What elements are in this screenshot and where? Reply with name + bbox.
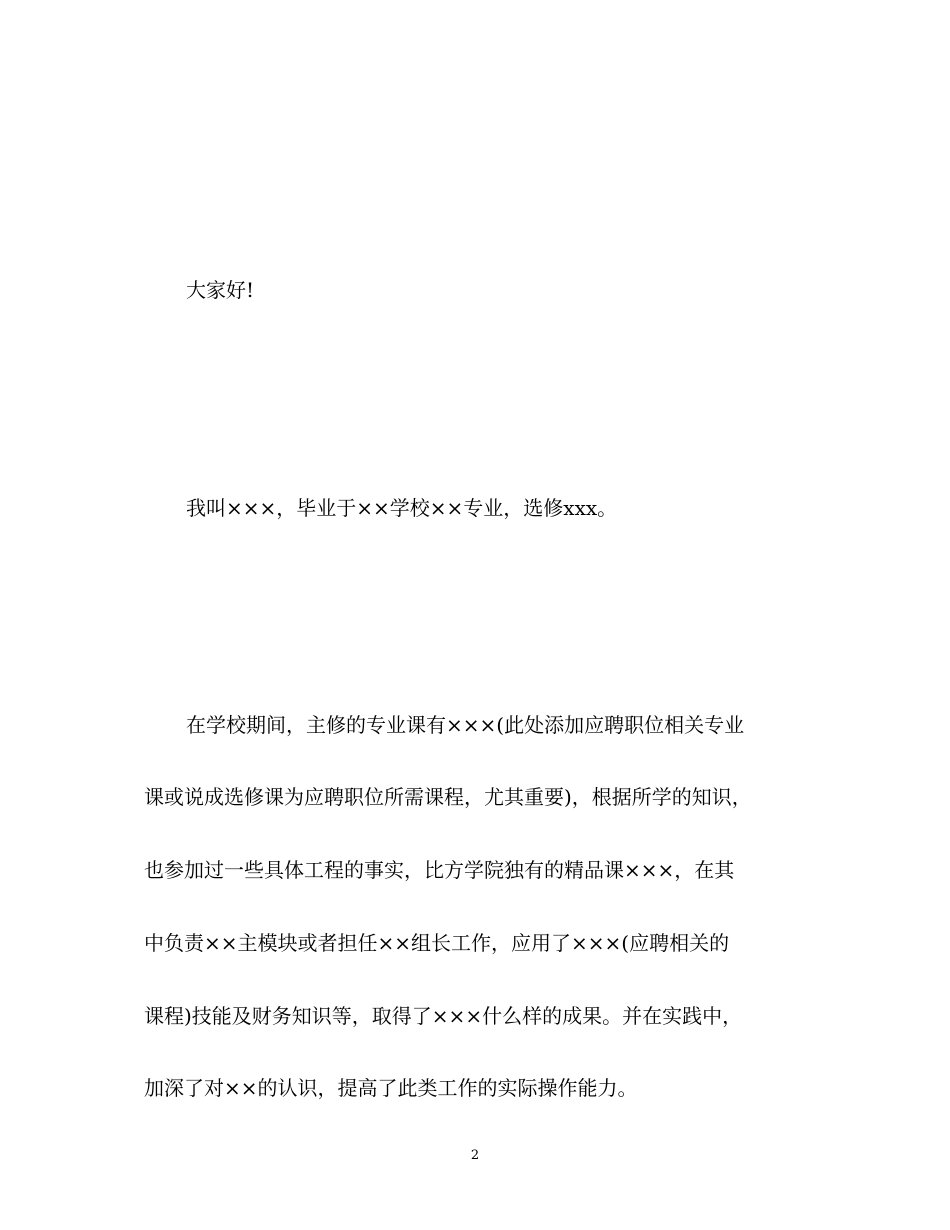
paragraph-line: 课或说成选修课为应聘职位所需课程，尤其重要)，根据所学的知识， bbox=[144, 785, 752, 809]
page-number: 2 bbox=[470, 1148, 480, 1163]
paragraph-line: 在学校期间，主修的专业课有×××(此处添加应聘职位相关专业 bbox=[186, 713, 745, 737]
paragraph-line: 中负责××主模块或者担任××组长工作，应用了×××(应聘相关的 bbox=[144, 931, 730, 955]
paragraph-line: 课程)技能及财务知识等，取得了×××什么样的成果。并在实践中， bbox=[144, 1004, 743, 1028]
paragraph-line: 也参加过一些具体工程的事实，比方学院独有的精品课×××，在其 bbox=[144, 858, 735, 882]
paragraph-line: 加深了对××的认识，提高了此类工作的实际操作能力。 bbox=[144, 1076, 638, 1100]
greeting-text: 大家好! bbox=[186, 278, 255, 302]
intro-text: 我叫×××，毕业于××学校××专业，选修xxx。 bbox=[186, 496, 618, 520]
